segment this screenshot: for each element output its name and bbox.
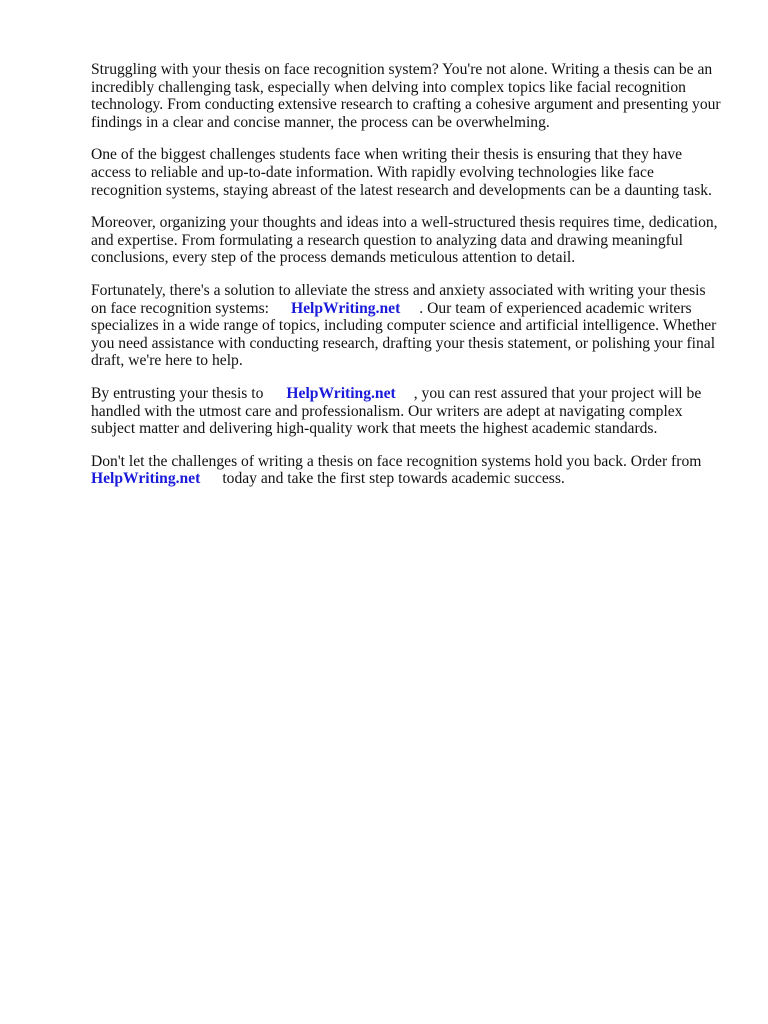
text-segment: today and take the first step towards academic success.	[222, 470, 565, 488]
text-line: Don't let the challenges of writing a thesis on face recognition systems hold you back. Order from	[91, 452, 702, 470]
paragraph-call-to-action	[91, 453, 721, 488]
helpwriting-link[interactable]: HelpWriting.net	[91, 470, 201, 488]
text-line-with-link	[91, 385, 721, 403]
paragraph-challenges	[91, 146, 721, 199]
text-line-with-link	[91, 470, 721, 488]
text-line: incredibly challenging task, especially when delving into complex topics like facial recognition	[91, 78, 686, 96]
text-line-with-link	[91, 300, 721, 318]
paragraph-solution	[91, 282, 721, 370]
text-line: and expertise. From formulating a research question to analyzing data and drawing meaningful	[91, 231, 683, 249]
paragraph-organizing	[91, 214, 721, 267]
text-line: specializes in a wide range of topics, including computer science and artificial intelligence. Whether	[91, 317, 717, 335]
text-line: Struggling with your thesis on face recognition system? You're not alone. Writing a thesis can be an	[91, 61, 713, 78]
text-line: subject matter and delivering high-quality work that meets the highest academic standards.	[91, 420, 658, 438]
text-line: Moreover, organizing your thoughts and ideas into a well-structured thesis requires time, dedication,	[91, 214, 718, 232]
text-line: draft, we're here to help.	[91, 352, 243, 370]
text-segment: . Our team of experienced academic writers	[419, 299, 692, 317]
helpwriting-link[interactable]: HelpWriting.net	[286, 384, 396, 402]
text-line: conclusions, every step of the process demands meticulous attention to detail.	[91, 249, 576, 267]
text-segment: , you can rest assured that your project will be	[413, 384, 702, 402]
text-line: recognition systems, staying abreast of the latest research and developments can be a daunting task.	[91, 181, 712, 199]
document-page	[91, 61, 721, 503]
text-line: findings in a clear and concise manner, the process can be overwhelming.	[91, 113, 550, 131]
text-segment: By entrusting your thesis to	[91, 384, 264, 402]
text-line: you need assistance with conducting research, drafting your thesis statement, or polishing your final	[91, 334, 716, 352]
text-line: One of the biggest challenges students face when writing their thesis is ensuring that they have	[91, 146, 683, 164]
text-line: access to reliable and up-to-date information. With rapidly evolving technologies like face	[91, 163, 654, 181]
text-line: handled with the utmost care and professionalism. Our writers are adept at navigating complex	[91, 402, 683, 420]
paragraph-intro	[91, 61, 721, 131]
text-line: Fortunately, there's a solution to alleviate the stress and anxiety associated with writing your thesis	[91, 281, 706, 299]
helpwriting-link[interactable]: HelpWriting.net	[290, 299, 401, 317]
text-line: technology. From conducting extensive research to crafting a cohesive argument and presenting your	[91, 96, 721, 114]
text-segment: on face recognition systems:	[91, 299, 269, 317]
paragraph-entrusting	[91, 385, 721, 438]
